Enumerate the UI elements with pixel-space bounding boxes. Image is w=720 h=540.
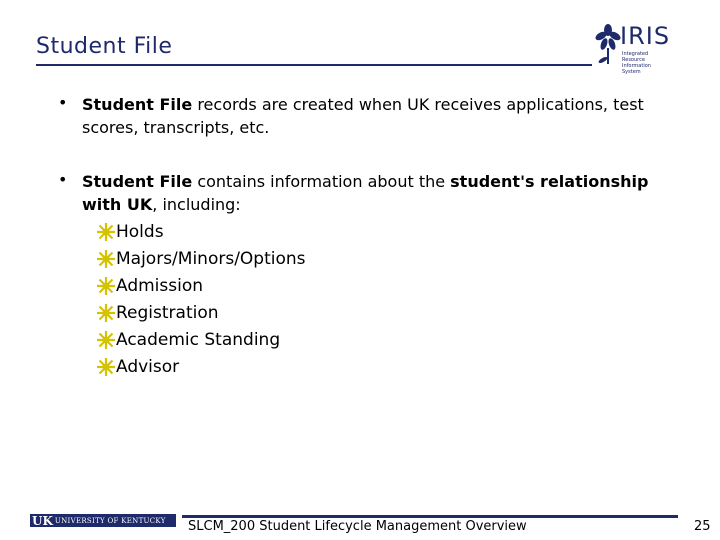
list-item-label: Holds [116, 221, 164, 242]
bullet-2-text-end: , including: [152, 195, 241, 214]
star-bullet-icon [96, 357, 116, 377]
iris-logo [594, 22, 672, 75]
list-item-label: Admission [116, 275, 204, 296]
bullet-2-bold-2: student's relationship with UK [82, 172, 649, 214]
list-item-label: Registration [116, 302, 219, 323]
footer-rule [182, 515, 678, 518]
iris-flower-icon [594, 22, 622, 68]
uk-logo-name: UNIVERSITY OF KENTUCKY [54, 516, 166, 525]
page-number: 25 [694, 519, 711, 534]
list-item-label: Majors/Minors/Options [116, 248, 306, 269]
list-item-label: Advisor [116, 356, 180, 377]
list-item [96, 272, 306, 299]
iris-logo-subtitle: Integrated Resource Information System [622, 51, 651, 75]
star-bullet-icon [96, 249, 116, 269]
list-item [96, 299, 306, 326]
star-bullet-icon [96, 222, 116, 242]
bullet-1-text: records are created when UK receives applications, test scores, transcripts, etc. [82, 95, 644, 137]
star-bullet-icon [96, 330, 116, 350]
list-item [96, 245, 306, 272]
bullet-1-bold: Student File [82, 95, 193, 114]
sub-list [96, 218, 306, 380]
list-item [96, 353, 306, 380]
iris-logo-name: IRIS [620, 22, 671, 50]
footer-course-title: SLCM_200 Student Lifecycle Management Overview [188, 519, 527, 534]
bullet-2-bold: Student File [82, 172, 193, 191]
bullet-dot-1: • [58, 93, 68, 112]
list-item [96, 326, 306, 353]
list-item [96, 218, 306, 245]
slide-title: Student File [36, 34, 173, 59]
title-underline [36, 64, 592, 66]
bullet-dot-2: • [58, 170, 68, 189]
star-bullet-icon [96, 303, 116, 323]
uk-logo-mark: UK [32, 513, 53, 528]
bullet-2-text-mid: contains information about the [192, 172, 451, 191]
uk-logo [30, 514, 176, 527]
bullet-paragraph-1 [82, 93, 682, 139]
list-item-label: Academic Standing [116, 329, 281, 350]
star-bullet-icon [96, 276, 116, 296]
bullet-paragraph-2 [82, 170, 682, 216]
